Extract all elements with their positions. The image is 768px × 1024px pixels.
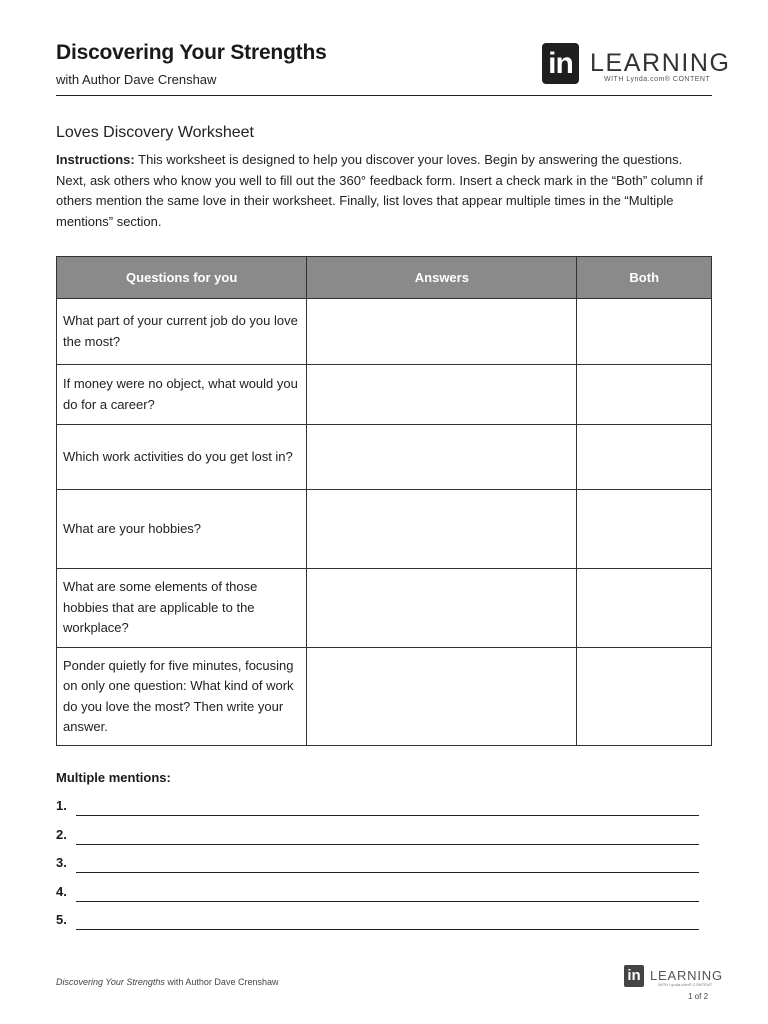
mention-input-line[interactable] (76, 929, 699, 930)
logo-wordmark: LEARNING (590, 49, 731, 77)
footer-linkedin-learning-logo (624, 965, 723, 989)
header-divider (56, 95, 712, 96)
mention-input-line[interactable] (76, 844, 699, 845)
column-header-answers: Answers (307, 257, 577, 299)
instructions (56, 150, 712, 232)
question-cell: What part of your current job do you love the most? (57, 299, 307, 365)
both-checkbox-cell[interactable] (577, 648, 712, 746)
mention-input-line[interactable] (76, 872, 699, 873)
mention-input-line[interactable] (76, 815, 699, 816)
question-cell: What are your hobbies? (57, 490, 307, 569)
answer-cell[interactable] (307, 299, 577, 365)
mention-line-5[interactable] (56, 912, 699, 930)
table-row (57, 490, 712, 569)
instructions-label: Instructions: (56, 152, 135, 167)
mention-line-4[interactable] (56, 884, 699, 902)
mention-number: 4. (56, 884, 67, 899)
question-cell: What are some elements of those hobbies that are applicable to the workplace? (57, 569, 307, 648)
both-checkbox-cell[interactable] (577, 425, 712, 490)
footer-logo-tagline: WITH Lynda.com® CONTENT (658, 982, 713, 987)
both-checkbox-cell[interactable] (577, 569, 712, 648)
answer-cell[interactable] (307, 648, 577, 746)
table-row (57, 299, 712, 365)
page-number: 1 of 2 (688, 992, 709, 1001)
table-row (57, 365, 712, 425)
worksheet-title: Loves Discovery Worksheet (56, 124, 254, 141)
answer-cell[interactable] (307, 425, 577, 490)
multiple-mentions-title: Multiple mentions: (56, 770, 171, 785)
footer-logo-wordmark: LEARNING (650, 968, 723, 983)
table-row (57, 648, 712, 746)
question-cell: Ponder quietly for five minutes, focusing on only one question: What kind of work do you love the most? Then write your answer. (57, 648, 307, 746)
mention-line-1[interactable] (56, 798, 699, 816)
column-header-both: Both (577, 257, 712, 299)
mention-number: 2. (56, 827, 67, 842)
logo-tagline: WITH Lynda.com® CONTENT (604, 76, 711, 83)
both-checkbox-cell[interactable] (577, 299, 712, 365)
table-row (57, 425, 712, 490)
mention-line-2[interactable] (56, 827, 699, 845)
table-row (57, 569, 712, 648)
mention-line-3[interactable] (56, 855, 699, 873)
footer-credit (56, 977, 278, 987)
table-header-row (57, 257, 712, 299)
worksheet-table (56, 256, 712, 746)
linkedin-in-icon: in (624, 965, 644, 987)
answer-cell[interactable] (307, 569, 577, 648)
mention-number: 1. (56, 798, 67, 813)
question-cell: Which work activities do you get lost in? (57, 425, 307, 490)
instructions-text: This worksheet is designed to help you discover your loves. Begin by answering the questions. Next, ask others who know you well to fill out the 360° feedback form. Insert a check mark in the “Both” column if others mention the same love in their worksheet. Finally, list loves that appear multiple times in the “Multiple mentions” section. (56, 152, 703, 229)
document-subtitle: with Author Dave Crenshaw (56, 72, 217, 87)
linkedin-in-icon: in (542, 43, 579, 84)
mention-number: 3. (56, 855, 67, 870)
linkedin-learning-logo (542, 43, 731, 87)
mention-number: 5. (56, 912, 67, 927)
column-header-questions: Questions for you (57, 257, 307, 299)
footer-author: with Author Dave Crenshaw (164, 977, 279, 987)
mention-input-line[interactable] (76, 901, 699, 902)
answer-cell[interactable] (307, 365, 577, 425)
both-checkbox-cell[interactable] (577, 365, 712, 425)
answer-cell[interactable] (307, 490, 577, 569)
both-checkbox-cell[interactable] (577, 490, 712, 569)
document-title: Discovering Your Strengths (56, 41, 327, 64)
question-cell: If money were no object, what would you do for a career? (57, 365, 307, 425)
footer-course-title: Discovering Your Strengths (56, 977, 165, 987)
